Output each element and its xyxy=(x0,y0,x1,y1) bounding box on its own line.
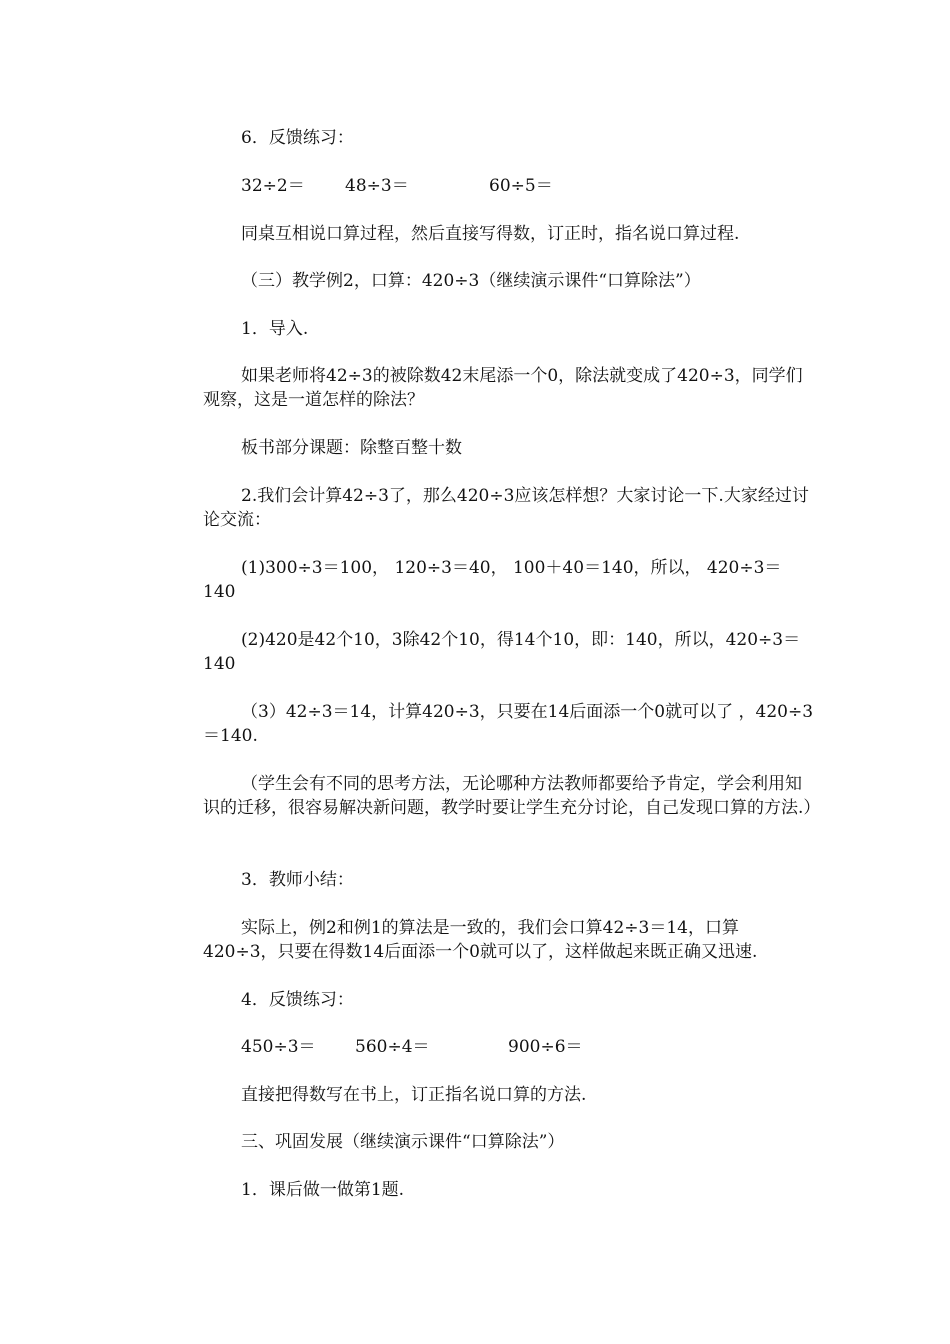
exercise-item: 48÷3＝ xyxy=(345,176,409,196)
section-heading-consolidation: 三、巩固发展（继续演示课件“口算除法”） xyxy=(241,1132,565,1152)
exercise-item: 900÷6＝ xyxy=(508,1037,583,1057)
exercise-item: 32÷2＝ xyxy=(241,176,305,196)
heading-teacher-summary: 3．教师小结： xyxy=(241,870,354,890)
paragraph: 直接把得数写在书上，订正指名说口算的方法. xyxy=(241,1085,587,1105)
heading-feedback-practice-6: 6．反馈练习： xyxy=(241,128,354,148)
heading-feedback-practice-4: 4．反馈练习： xyxy=(241,990,354,1010)
section-heading-example-2: （三）教学例2，口算：420÷3（继续演示课件“口算除法”） xyxy=(241,271,701,291)
paragraph: 板书部分课题：除整百整十数 xyxy=(241,438,462,458)
method-3: （3）42÷3＝14，计算420÷3，只要在14后面添一个0就可以了 ，420÷3＝140. xyxy=(203,702,814,746)
paragraph: 如果老师将42÷3的被除数42末尾添一个0，除法就变成了420÷3，同学们观察，这是一道怎样的除法？ xyxy=(203,366,803,410)
exercise-item: 560÷4＝ xyxy=(355,1037,430,1057)
paragraph: 1．课后做一做第1题. xyxy=(241,1180,405,1200)
paragraph: 同桌互相说口算过程，然后直接写得数，订正时，指名说口算过程. xyxy=(241,224,740,244)
heading-introduction: 1．导入. xyxy=(241,319,309,339)
exercise-item: 60÷5＝ xyxy=(489,176,553,196)
paragraph: 实际上，例2和例1的算法是一致的，我们会口算42÷3＝14，口算420÷3，只要在得数14后面添一个0就可以了，这样做起来既正确又迅速. xyxy=(203,918,758,962)
teaching-note: （学生会有不同的思考方法，无论哪种方法教师都要给予肯定，学会利用知识的迁移，很容易解决新问题，教学时要让学生充分讨论，自己发现口算的方法.） xyxy=(203,774,821,818)
exercise-item: 450÷3＝ xyxy=(241,1037,316,1057)
method-2: (2)420是42个10，3除42个10，得14个10，即：140，所以，420÷3＝140 xyxy=(203,630,801,674)
paragraph: 2.我们会计算42÷3了，那么420÷3应该怎样想？大家讨论一下.大家经过讨论交流： xyxy=(203,486,809,530)
method-1: (1)300÷3＝100， 120÷3＝40， 100＋40＝140，所以， 420÷3＝140 xyxy=(203,558,782,602)
